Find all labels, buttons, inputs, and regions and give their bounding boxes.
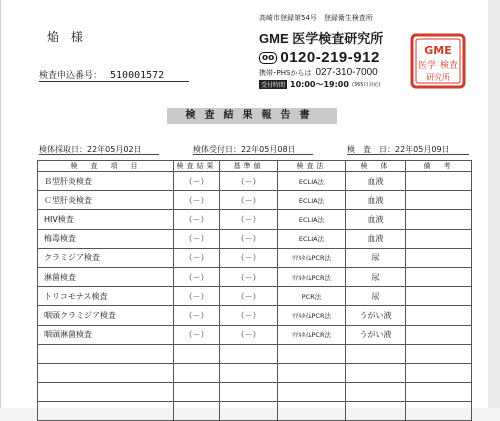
method-cell: ECLIA法 [278,191,346,210]
result-cell [174,383,220,402]
request-number-row [39,68,164,81]
test-date-label: 検 査 日： [347,145,395,154]
test-item-cell: 咽頭クラミジア検査 [38,306,174,325]
result-cell [174,363,220,382]
result-cell: （－） [174,325,220,344]
reference-cell [220,363,278,382]
test-item-cell [38,344,174,363]
table-row [38,402,472,421]
test-item-cell: トリコモナス検査 [38,287,174,306]
reference-cell: （－） [220,191,278,210]
lab-seal-stamp [409,32,467,90]
remarks-cell [406,402,472,421]
method-cell: ECLIA法 [278,229,346,248]
remarks-cell [406,248,472,267]
result-cell [174,402,220,421]
table-row [38,344,472,363]
remarks-cell [406,383,472,402]
table-row [38,287,472,306]
remarks-cell [406,267,472,286]
reference-cell: （－） [220,248,278,267]
specimen-cell [346,402,406,421]
method-cell: ﾘｱﾙﾀｲﾑPCR法 [278,248,346,267]
remarks-cell [406,363,472,382]
reference-cell: （－） [220,172,278,191]
specimen-cell [346,363,406,382]
lab-pager-row [259,67,409,78]
remarks-cell [406,325,472,344]
hours-note: (365日対応) [351,82,381,88]
result-cell: （－） [174,210,220,229]
result-cell: （－） [174,287,220,306]
remarks-cell [406,210,472,229]
reference-cell: （－） [220,325,278,344]
svg-text:検査: 検査 [439,61,459,71]
specimen-cell: 血液 [346,191,406,210]
results-header-row [38,161,472,172]
method-cell: ﾘｱﾙﾀｲﾑPCR法 [278,325,346,344]
header-reference: 基準値 [220,161,278,172]
header-specimen: 検 体 [346,161,406,172]
lab-title: GME 医学検査研究所 [259,31,384,46]
result-cell: （－） [174,248,220,267]
test-item-cell: 梅毒検査 [38,229,174,248]
method-cell: ﾘｱﾙﾀｲﾑPCR法 [278,267,346,286]
specimen-cell [346,344,406,363]
patient-name: 焔 様 [47,30,87,44]
result-cell: （－） [174,229,220,248]
test-item-cell: 咽頭淋菌検査 [38,325,174,344]
table-row [38,191,472,210]
remarks-cell [406,229,472,248]
test-item-cell: Ｃ型肝炎検査 [38,191,174,210]
table-row [38,267,472,286]
lab-header [259,13,409,90]
table-row [38,210,472,229]
free-dial-icon: oo [259,52,277,64]
specimen-cell: 尿 [346,287,406,306]
method-cell [278,383,346,402]
test-date-value: 22年05月09日 [395,145,450,154]
lab-hours-row [259,79,409,90]
specimen-cell: 血液 [346,210,406,229]
method-cell: ﾘｱﾙﾀｲﾑPCR法 [278,306,346,325]
reference-cell [220,402,278,421]
header-remarks: 備 考 [406,161,472,172]
lab-phone: 0120-219-912 [280,49,380,66]
lab-phone-row [259,49,409,66]
table-row [38,363,472,382]
svg-text:GME: GME [424,44,452,57]
method-cell: ECLIA法 [278,172,346,191]
table-row [38,325,472,344]
hours-time: 10:00～19:00 [290,80,349,89]
specimen-cell: 血液 [346,229,406,248]
reference-cell [220,383,278,402]
remarks-cell [406,191,472,210]
pager-label: 携帯･PHSからは [259,69,312,77]
remarks-cell [406,172,472,191]
header-result: 検査結果 [174,161,220,172]
reference-cell [220,344,278,363]
result-cell [174,344,220,363]
test-item-cell [38,363,174,382]
results-body [38,172,472,421]
collection-date-value: 22年05月02日 [87,145,142,154]
received-date-label: 検体受付日： [193,145,241,154]
collection-date-label: 検体採取日： [39,145,87,154]
received-date-value: 22年05月08日 [241,145,296,154]
method-cell [278,344,346,363]
method-cell: ECLIA法 [278,210,346,229]
test-item-cell: Ｂ型肝炎検査 [38,172,174,191]
specimen-cell: 尿 [346,267,406,286]
report-title: 検査結果報告書 [167,108,337,124]
reference-cell: （－） [220,306,278,325]
test-item-cell [38,402,174,421]
reference-cell: （－） [220,229,278,248]
lab-registration: 高崎市登録第54号 登録衛生検査所 [259,14,373,22]
specimen-cell: 尿 [346,248,406,267]
method-cell: PCR法 [278,287,346,306]
result-cell: （－） [174,267,220,286]
test-date-underline [347,154,469,155]
request-number-value: 510001572 [110,70,165,81]
pager-phone: 027-310-7000 [315,67,378,78]
method-cell [278,402,346,421]
svg-text:医学: 医学 [417,61,437,71]
specimen-cell: うがい液 [346,325,406,344]
test-item-cell: 淋菌検査 [38,267,174,286]
remarks-cell [406,306,472,325]
collection-date-underline [39,154,159,155]
request-number-label: 検査申込番号： [39,71,103,81]
test-item-cell: クラミジア検査 [38,248,174,267]
header-test-item: 検 査 項 目 [38,161,174,172]
reference-cell: （－） [220,210,278,229]
table-row [38,172,472,191]
result-cell: （－） [174,306,220,325]
result-cell: （－） [174,191,220,210]
page-edge [488,0,500,408]
method-cell [278,363,346,382]
table-row [38,248,472,267]
test-item-cell [38,383,174,402]
result-cell: （－） [174,172,220,191]
test-item-cell: HIV検査 [38,210,174,229]
table-row [38,306,472,325]
request-number-underline [39,81,189,82]
results-table [37,160,472,421]
header-method: 検査法 [278,161,346,172]
remarks-cell [406,344,472,363]
table-row [38,383,472,402]
remarks-cell [406,287,472,306]
table-row [38,229,472,248]
specimen-cell: 血液 [346,172,406,191]
received-date-underline [193,154,313,155]
specimen-cell: うがい液 [346,306,406,325]
hours-badge: 受付時間 [261,82,286,89]
reference-cell: （－） [220,287,278,306]
svg-text:研究所: 研究所 [426,73,450,82]
reference-cell: （－） [220,267,278,286]
specimen-cell [346,383,406,402]
